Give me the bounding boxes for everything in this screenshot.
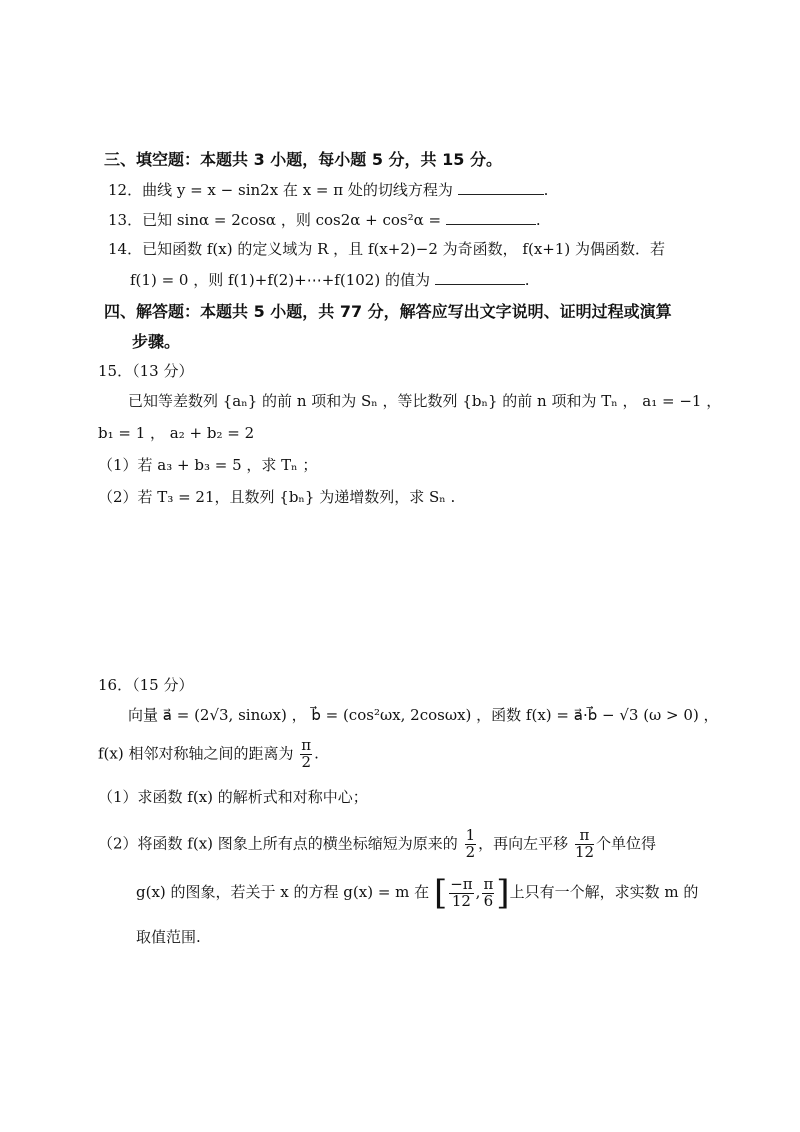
- fraction-denominator: 2: [465, 842, 476, 861]
- question-15-stem-line1: 已知等差数列 {aₙ} 的前 n 项和为 Sₙ ，等比数列 {bₙ} 的前 n 项和为 Tₙ ， a₁ = −1 ，: [128, 392, 722, 410]
- question-15-title: 15．（13 分）: [98, 362, 194, 380]
- question-16-part2-line2-text: g(x) 的图象，若关于 x 的方程 g(x) = m 在: [136, 883, 430, 901]
- question-12: 12．曲线 y = x − sin2x 在 x = π 处的切线方程为 .: [108, 181, 549, 199]
- question-16-part2-line2: [136, 873, 699, 913]
- fraction-one-half: [465, 828, 477, 861]
- question-15-part2: （2）若 T₃ = 21，且数列 {bₙ} 为递增数列，求 Sₙ .: [98, 488, 456, 506]
- answer-blank-14[interactable]: [435, 270, 525, 285]
- question-16-stem-line2-text: f(x) 相邻对称轴之间的距离为: [98, 744, 294, 763]
- answer-blank-13[interactable]: [446, 210, 536, 225]
- question-16-part1: （1）求函数 f(x) 的解析式和对称中心；: [98, 788, 368, 806]
- question-13-text: 13．已知 sinα = 2cosα ，则 cos2α + cos²α =: [108, 211, 442, 229]
- right-bracket: ]: [496, 873, 510, 913]
- fraction-denominator: 2: [301, 752, 311, 771]
- question-13: 13．已知 sinα = 2cosα ，则 cos2α + cos²α = .: [108, 211, 541, 229]
- question-16-part2-post: 个单位得: [596, 834, 657, 853]
- fraction-numerator: −π: [450, 874, 473, 893]
- question-15-stem-line2: b₁ = 1 ， a₂ + b₂ = 2: [98, 424, 255, 442]
- question-16-title: 16．（15 分）: [98, 676, 194, 694]
- question-16-part2-line2-end: 上只有一个解，求实数 m 的: [509, 883, 699, 901]
- fraction-denominator: 12: [574, 842, 595, 861]
- question-15-part1: （1）若 a₃ + b₃ = 5 ，求 Tₙ ；: [98, 456, 318, 474]
- fraction-denominator: 6: [483, 891, 494, 910]
- left-bracket: [: [433, 873, 448, 913]
- fraction-neg-pi-over-12: [449, 874, 473, 910]
- section4-heading-line1: 四、解答题：本题共 5 小题，共 77 分，解答应写出文字说明、证明过程或演算: [104, 302, 672, 321]
- fraction-denominator: 12: [451, 891, 471, 910]
- section4-heading-line2: 步骤。: [132, 332, 181, 351]
- question-16-part2-line1: [98, 828, 656, 861]
- question-16-part2-text: （2）将函数 f(x) 图象上所有点的横坐标缩短为原来的: [98, 834, 458, 853]
- question-16-stem-line2: [98, 738, 319, 771]
- fraction-numerator: 1: [465, 826, 476, 844]
- section3-heading: 三、填空题：本题共 3 小题，每小题 5 分，共 15 分。: [104, 150, 502, 169]
- interval-comma: ,: [475, 883, 481, 901]
- question-16-part2-mid: ，再向左平移: [478, 834, 569, 853]
- fraction-numerator: π: [483, 874, 494, 893]
- fraction-pi-over-12: [575, 828, 594, 861]
- question-12-text: 12．曲线 y = x − sin2x 在 x = π 处的切线方程为: [108, 181, 453, 199]
- question-14-line1: 14．已知函数 f(x) 的定义域为 R ，且 f(x+2)−2 为奇函数， f(x+1) 为偶函数．若: [108, 240, 666, 258]
- question-14-line2: f(1) = 0 ，则 f(1)+f(2)+⋯+f(102) 的值为 .: [130, 271, 530, 289]
- question-16-part2-line3: 取值范围.: [136, 928, 201, 946]
- question-16-stem-line2-end: .: [314, 744, 319, 763]
- question-16-stem-line1: 向量 a⃗ = (2√3, sinωx) ， b⃗ = (cos²ωx, 2cosωx) ，函数 f(x) = a⃗·b⃗ − √3 (ω > 0) ，: [128, 706, 719, 724]
- fraction-numerator: π: [575, 828, 594, 845]
- fraction-pi-over-2: [300, 738, 312, 771]
- fraction-numerator: π: [301, 736, 312, 754]
- answer-blank-12[interactable]: [458, 180, 544, 195]
- question-14-text: f(1) = 0 ，则 f(1)+f(2)+⋯+f(102) 的值为: [130, 271, 430, 289]
- fraction-pi-over-6: [482, 874, 494, 910]
